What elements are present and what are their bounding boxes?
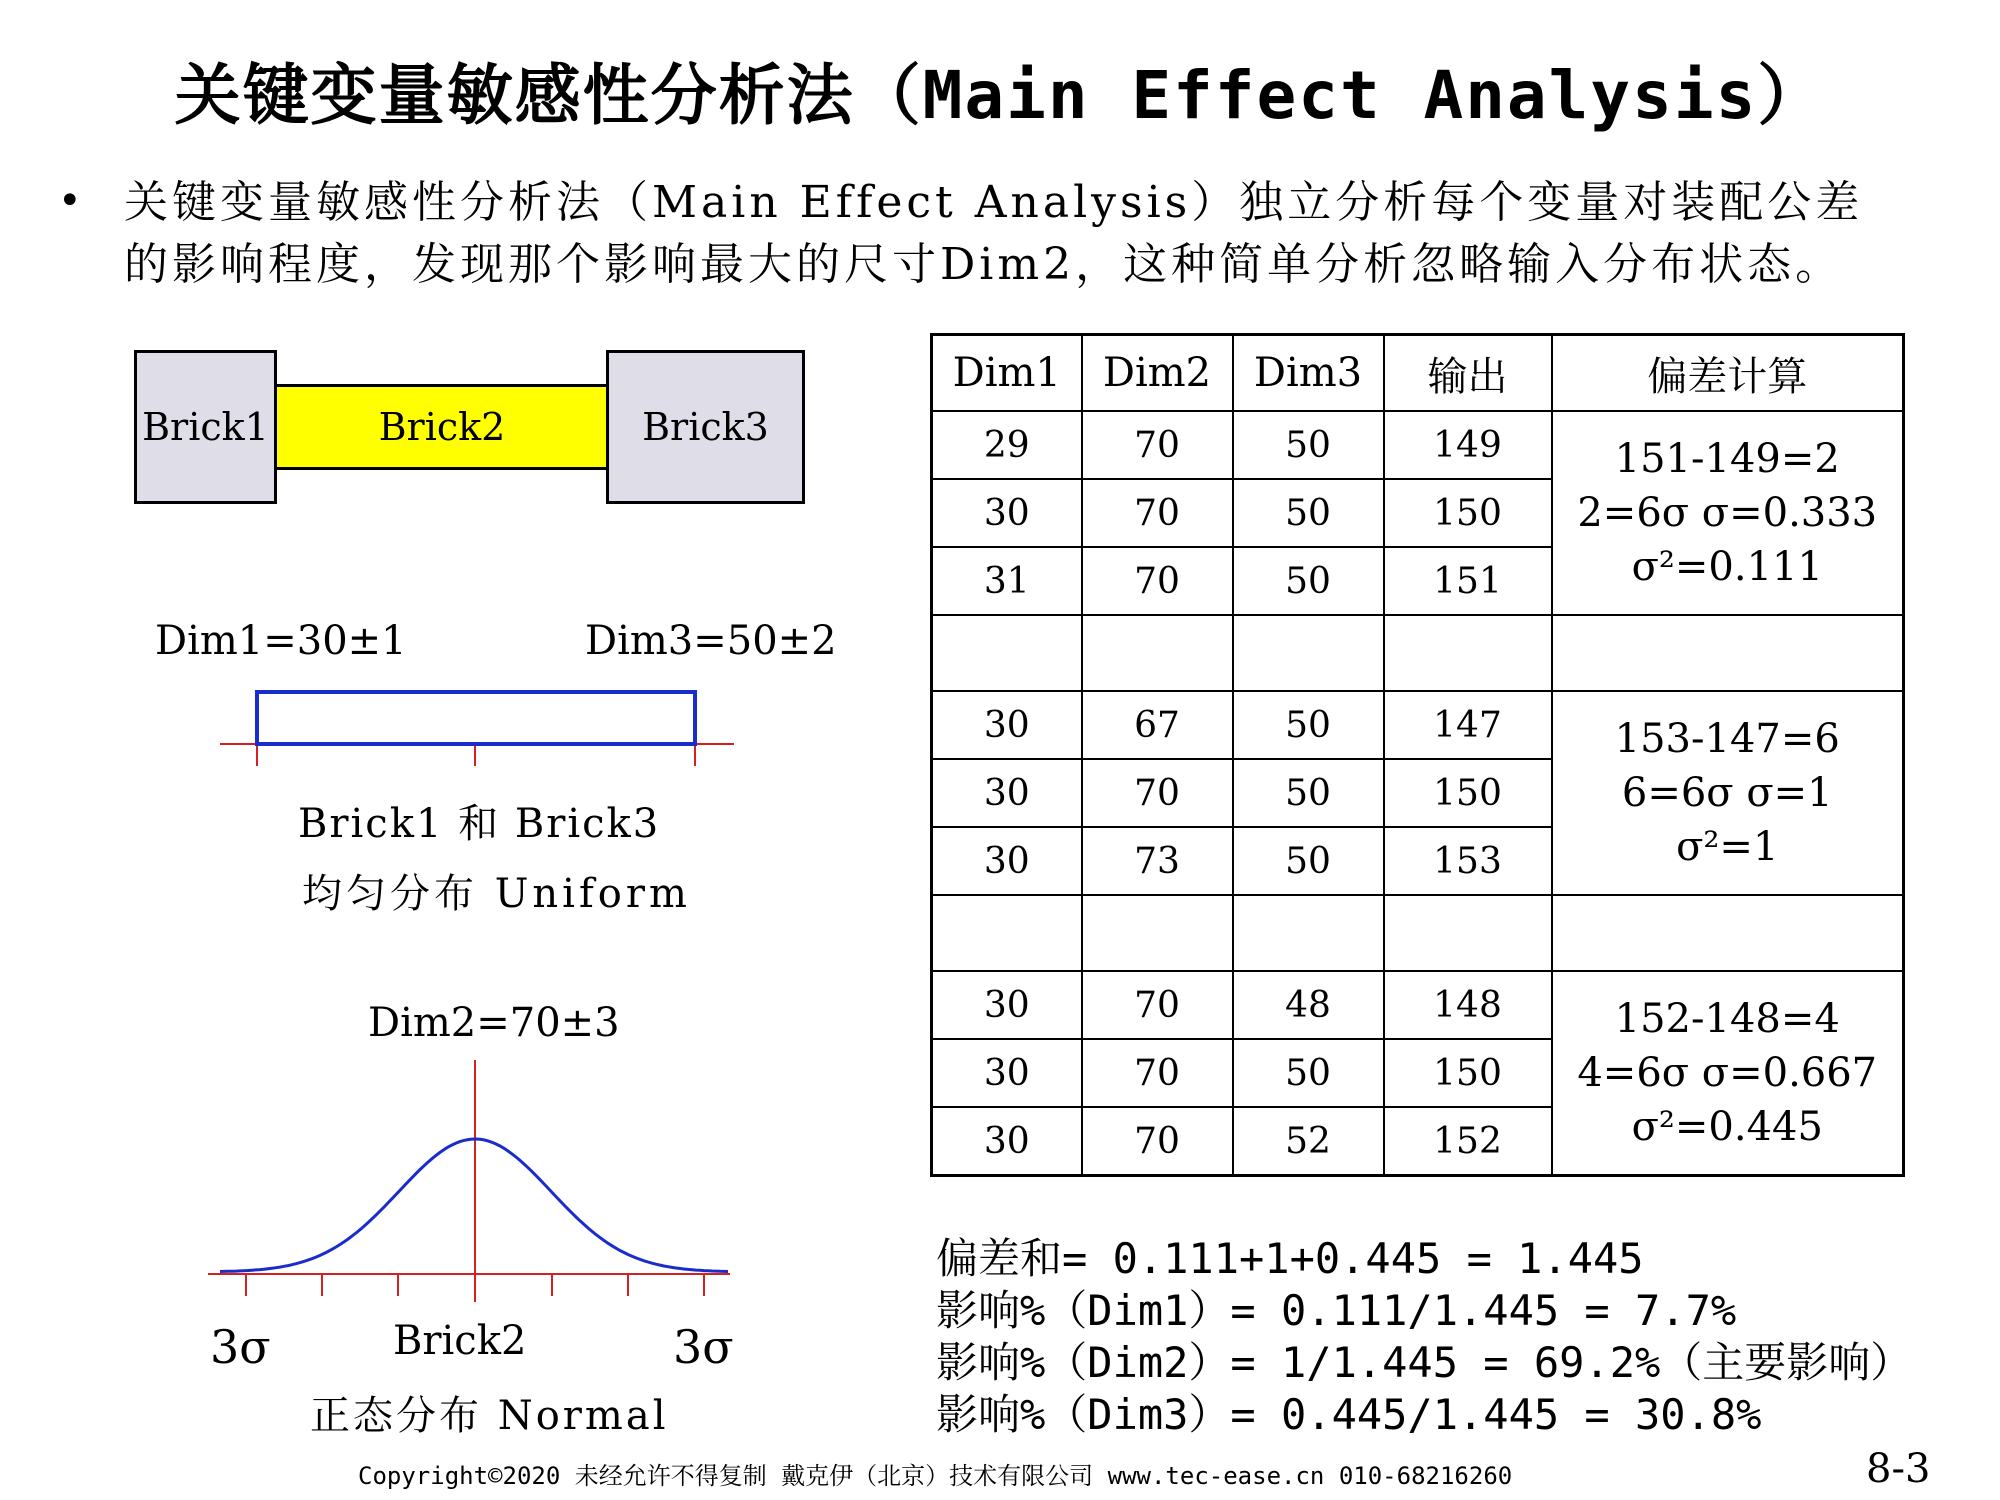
table-cell: 150 <box>1384 759 1552 827</box>
bullet-dot: • <box>58 178 82 224</box>
bullet-line-1: 关键变量敏感性分析法（Main Effect Analysis）独立分析每个变量对装配公差 <box>124 177 1864 228</box>
table-cell: 30 <box>932 691 1082 759</box>
table-cell: 50 <box>1233 547 1384 615</box>
table-cell <box>1552 615 1904 691</box>
table-cell: 70 <box>1082 547 1233 615</box>
table-cell: 30 <box>932 479 1082 547</box>
brick3-label: Brick3 <box>642 405 769 449</box>
table-cell: 70 <box>1082 1039 1233 1107</box>
table-cell: 30 <box>932 759 1082 827</box>
table-cell: 150 <box>1384 479 1552 547</box>
header-deviation-calc: 偏差计算 <box>1552 335 1904 412</box>
table-cell: 153 <box>1384 827 1552 895</box>
table-cell: 30 <box>932 971 1082 1039</box>
brick3-block <box>606 350 805 504</box>
dim1-tolerance-label: Dim1=30±1 <box>155 618 407 664</box>
table-cell: 73 <box>1082 827 1233 895</box>
deviation-calc-dim3 <box>1552 971 1904 1176</box>
calc-line: σ²=0.111 <box>1631 544 1823 590</box>
table-cell: 30 <box>932 1107 1082 1176</box>
table-row <box>932 971 1904 1039</box>
table-cell <box>932 895 1082 971</box>
table-cell: 50 <box>1233 479 1384 547</box>
dim2-influence-line: 影响%（Dim2）= 1/1.445 = 69.2%（主要影响） <box>936 1338 1913 1387</box>
calc-line: σ²=1 <box>1676 824 1779 870</box>
calc-line: 2=6σ σ=0.333 <box>1577 490 1878 536</box>
calc-line: 153-147=6 <box>1614 716 1840 762</box>
table-cell <box>1384 615 1552 691</box>
table-cell: 70 <box>1082 971 1233 1039</box>
calc-line: 4=6σ σ=0.667 <box>1577 1050 1878 1096</box>
table-cell: 50 <box>1233 759 1384 827</box>
table-cell: 50 <box>1233 691 1384 759</box>
brick1-block <box>134 350 277 504</box>
table-cell <box>1082 615 1233 691</box>
sigma-right-label: 3σ <box>673 1320 734 1374</box>
table-cell: 50 <box>1233 1039 1384 1107</box>
table-row <box>932 691 1904 759</box>
table-spacer-row <box>932 615 1904 691</box>
table-cell: 29 <box>932 411 1082 479</box>
table-cell: 50 <box>1233 411 1384 479</box>
table-cell: 50 <box>1233 827 1384 895</box>
uniform-distribution-graphic <box>200 690 760 780</box>
table-header-row <box>932 335 1904 412</box>
page-number: 8-3 <box>1866 1446 1931 1492</box>
uniform-bricks-label: Brick1 和 Brick3 <box>298 801 661 847</box>
header-dim3: Dim3 <box>1233 335 1384 412</box>
calc-line: 152-148=4 <box>1614 996 1840 1042</box>
header-output: 输出 <box>1384 335 1552 412</box>
deviation-calc-dim1 <box>1552 411 1904 615</box>
table-cell: 48 <box>1233 971 1384 1039</box>
page-title: 关键变量敏感性分析法（Main Effect Analysis） <box>174 57 1826 134</box>
dim1-influence-line: 影响%（Dim1）= 0.111/1.445 = 7.7% <box>936 1286 1737 1335</box>
calc-line: 151-149=2 <box>1614 436 1840 482</box>
table-cell: 152 <box>1384 1107 1552 1176</box>
table-cell: 30 <box>932 1039 1082 1107</box>
table-cell: 67 <box>1082 691 1233 759</box>
dim3-influence-line: 影响%（Dim3）= 0.445/1.445 = 30.8% <box>936 1390 1762 1439</box>
sensitivity-table <box>930 333 1905 1177</box>
table-cell: 150 <box>1384 1039 1552 1107</box>
table-cell <box>1082 895 1233 971</box>
table-cell <box>1233 615 1384 691</box>
table-spacer-row <box>932 895 1904 971</box>
deviation-calc-dim2 <box>1552 691 1904 895</box>
table-cell: 30 <box>932 827 1082 895</box>
dim3-tolerance-label: Dim3=50±2 <box>585 618 837 664</box>
normal-type-label: 正态分布 Normal <box>310 1393 669 1439</box>
uniform-rectangle <box>257 692 695 744</box>
table-cell: 147 <box>1384 691 1552 759</box>
table-cell <box>1233 895 1384 971</box>
normal-brick-label: Brick2 <box>393 1318 527 1364</box>
header-dim1: Dim1 <box>932 335 1082 412</box>
brick2-block <box>274 384 610 470</box>
dim2-tolerance-label: Dim2=70±3 <box>368 1000 620 1046</box>
brick2-label: Brick2 <box>378 405 506 449</box>
bullet-line-2: 的影响程度，发现那个影响最大的尺寸Dim2，这种简单分析忽略输入分布状态。 <box>124 239 1844 290</box>
bullet-paragraph <box>124 172 1924 296</box>
header-dim2: Dim2 <box>1082 335 1233 412</box>
brick1-label: Brick1 <box>142 405 269 449</box>
table-cell: 148 <box>1384 971 1552 1039</box>
calc-line: σ²=0.445 <box>1631 1104 1823 1150</box>
variance-sum-line: 偏差和= 0.111+1+0.445 = 1.445 <box>936 1234 1644 1283</box>
uniform-type-label: 均匀分布 Uniform <box>302 871 691 917</box>
table-cell: 52 <box>1233 1107 1384 1176</box>
table-row <box>932 411 1904 479</box>
table-cell: 70 <box>1082 1107 1233 1176</box>
sigma-left-label: 3σ <box>210 1320 271 1374</box>
table-cell: 31 <box>932 547 1082 615</box>
table-cell: 70 <box>1082 759 1233 827</box>
table-cell: 151 <box>1384 547 1552 615</box>
table-cell <box>1384 895 1552 971</box>
table-cell <box>932 615 1082 691</box>
calc-line: 6=6σ σ=1 <box>1621 770 1833 816</box>
table-cell: 70 <box>1082 479 1233 547</box>
table-cell: 70 <box>1082 411 1233 479</box>
table-cell <box>1552 895 1904 971</box>
normal-distribution-graphic <box>200 1060 760 1310</box>
copyright-footer: Copyright©2020 未经允许不得复制 戴克伊（北京）技术有限公司 www.tec-ease.cn 010-68216260 <box>358 1462 1513 1490</box>
table-cell: 149 <box>1384 411 1552 479</box>
